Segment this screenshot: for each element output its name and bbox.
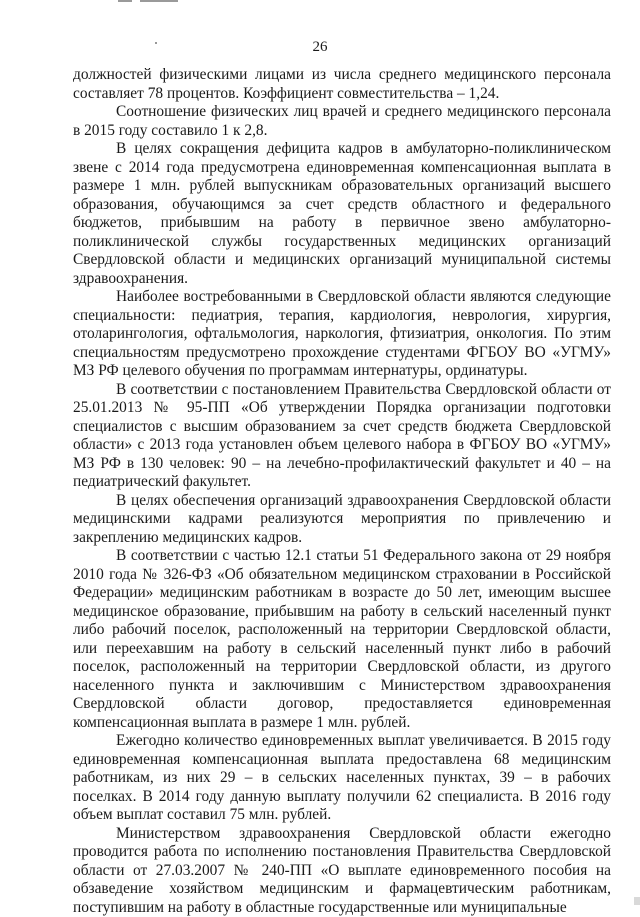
- paragraph-compensation-graduates: В целях сокращения дефицита кадров в амбулаторно-поликлиническом звене с 2014 года предусмотрена единовременная компенсационная выплата в размере 1 млн. рублей выпускникам образовательных организаций высшего образования, обучающимся за счет средств областного и федерального бюджетов, прибывшим на работу в первичное звено амбулаторно-поликлинической службы государственных медицинских организаций Свердловской области и медицинских организаций муниципальной системы здравоохранения.: [73, 140, 611, 288]
- scan-artifact: [118, 0, 132, 2]
- scan-edge: [634, 897, 640, 905]
- paragraph-payments-growth: Ежегодно количество единовременных выплат увеличивается. В 2015 году единовременная компенсационная выплата предоставлена 68 медицинским работникам, из них 29 – в сельских населенных пунктах, 39 – в рабочих поселках. В 2014 году данную выплату получили 62 специалиста. В 2016 году объем выплат составил 75 млн. рублей.: [73, 732, 611, 825]
- paragraph-federal-law: В соответствии с частью 12.1 статьи 51 Федерального закона от 29 ноября 2010 года № 326-ФЗ «Об обязательном медицинском страховании в Российской Федерации» медицинским работникам в возрасте до 50 лет, имеющим высшее медицинское образование, прибывшим на работу в сельский населенный пункт либо рабочий поселок, расположенный на территории Свердловской области, или переехавшим на работу в сельский населенный пункт либо в рабочий поселок, расположенный на территории Свердловской области, из другого населенного пункта и заключившим с Министерством здравоохранения Свердловской области договор, предоставляется единовременная компенсационная выплата в размере 1 млн. рублей.: [73, 547, 611, 732]
- paragraph-specialties: Наиболее востребованными в Свердловской области являются следующие специальности: педиатрия, терапия, кардиология, неврология, хирургия, отоларингология, офтальмология, наркология, фтизиатрия, онкология. По этим специальностям предусмотрено прохождение студентами ФГБОУ ВО «УГМУ» МЗ РФ целевого обучения по программам интернатуры, ординатуры.: [73, 288, 611, 381]
- page-number: 26: [0, 38, 640, 56]
- document-body: [73, 66, 611, 917]
- paragraph-target-admission: В соответствии с постановлением Правительства Свердловской области от 25.01.2013 № 95-ПП «Об утверждении Порядка организации подготовки специалистов с высшим образованием за счет средств бюджета Свердловской области» с 2013 года установлен объем целевого набора в ФГБОУ ВО «УГМУ» МЗ РФ в 130 человек: 90 – на лечебно-профилактический факультет и 40 – на педиатрический факультет.: [73, 381, 611, 492]
- paragraph-staff-ratio: Соотношение физических лиц врачей и среднего медицинского персонала в 2015 году составило 1 к 2,8.: [73, 103, 611, 140]
- paragraph-staff-measures: В целях обеспечения организаций здравоохранения Свердловской области медицинскими кадрами реализуются мероприятия по привлечению и закреплению медицинских кадров.: [73, 492, 611, 548]
- scan-artifact: [140, 0, 178, 2]
- paragraph-continuation: должностей физическими лицами из числа среднего медицинского персонала составляет 78 процентов. Коэффициент совместительства – 1,24.: [73, 66, 611, 103]
- paragraph-ministry-allowance: Министерством здравоохранения Свердловской области ежегодно проводится работа по исполнению постановления Правительства Свердловской области от 27.03.2007 № 240-ПП «О выплате единовременного пособия на обзаведение хозяйством медицинским и фармацевтическим работникам, поступившим на работу в областные государственные или муниципальные: [73, 825, 611, 917]
